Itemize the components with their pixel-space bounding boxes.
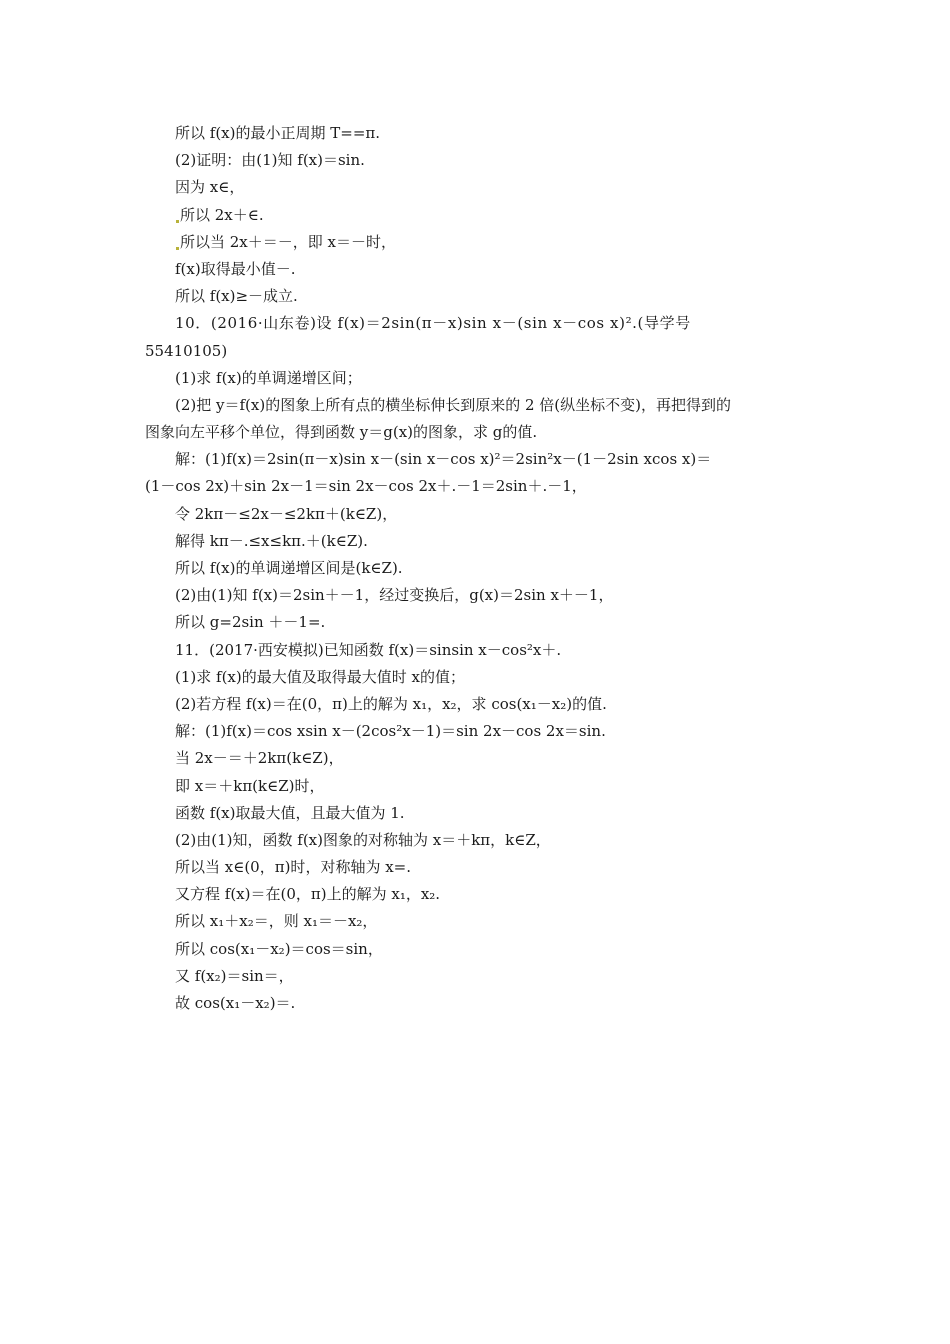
document-body (145, 120, 810, 1017)
text-line (145, 392, 810, 419)
margin-mark (176, 247, 179, 250)
line-text: 当 2x－＝＋2kπ(k∈Z)， (175, 749, 344, 768)
line-text: 所以当 x∈(0，π)时，对称轴为 x=. (175, 858, 412, 877)
line-text: 所以 2x＋∈. (180, 205, 264, 224)
text-line (145, 120, 810, 147)
text-line (145, 827, 810, 854)
text-line (145, 854, 810, 881)
line-text: (2)由(1)知，函数 f(x)图象的对称轴为 x＝＋kπ，k∈Z， (175, 830, 551, 849)
text-line (145, 691, 810, 718)
text-line (145, 365, 810, 392)
line-text: 所以 f(x)的最小正周期 T==π. (175, 124, 381, 142)
text-line (145, 528, 810, 555)
line-text: 所以 x₁＋x₂＝，则 x₁＝－x₂， (175, 912, 378, 931)
text-line (145, 637, 810, 664)
line-text: 所以 g=2sin ＋－1=. (175, 613, 326, 632)
line-text: 10．(2016·山东卷)设 f(x)＝2sin(π－x)sin x－(sin x－cos x)².(导学号 (175, 314, 691, 333)
line-text: 所以 f(x)的单调递增区间是(k∈Z). (175, 559, 403, 577)
text-line (145, 881, 810, 908)
text-line (145, 310, 810, 337)
text-line (145, 256, 810, 283)
line-text: 解：(1)f(x)＝2sin(π－x)sin x－(sin x－cos x)²＝2sin²x－(1－2sin xcos x)＝ (175, 450, 712, 469)
text-line (145, 582, 810, 609)
text-line (145, 174, 810, 201)
margin-mark (176, 220, 179, 223)
text-line (145, 745, 810, 772)
line-text: 所以 f(x)≥－成立. (175, 287, 298, 306)
line-text: (2)证明：由(1)知 f(x)＝sin. (175, 151, 365, 170)
line-text: (1－cos 2x)＋sin 2x－1＝sin 2x－cos 2x＋.－1＝2sin＋.－1， (145, 477, 587, 496)
line-text: (2)把 y＝f(x)的图象上所有点的横坐标伸长到原来的 2 倍(纵坐标不变)，再把得到的 (175, 395, 731, 414)
text-line (145, 908, 810, 935)
text-line (145, 338, 810, 365)
text-line (145, 609, 810, 636)
text-line (145, 283, 810, 310)
text-line (145, 147, 810, 174)
line-text: (1)求 f(x)的最大值及取得最大值时 x的值； (175, 667, 465, 686)
text-line (145, 202, 810, 229)
text-line (145, 229, 810, 256)
text-line (145, 773, 810, 800)
line-text: 图象向左平移个单位，得到函数 y＝g(x)的图象，求 g的值. (145, 423, 538, 442)
line-text: (2)由(1)知 f(x)＝2sin＋－1，经过变换后，g(x)＝2sin x＋－1， (175, 586, 614, 605)
line-text: (1)求 f(x)的单调递增区间； (175, 368, 362, 387)
line-text: 故 cos(x₁－x₂)＝. (175, 994, 296, 1012)
text-line (145, 963, 810, 990)
line-text: 解得 kπ－.≤x≤kπ.＋(k∈Z). (175, 531, 368, 550)
line-text: 即 x＝＋kπ(k∈Z)时， (175, 776, 325, 795)
line-text: 又 f(x₂)＝sin＝， (175, 966, 294, 985)
text-line (145, 990, 810, 1017)
line-text: 55410105) (145, 341, 228, 360)
text-line (145, 555, 810, 582)
line-text: 所以 cos(x₁－x₂)＝cos＝sin， (175, 939, 383, 958)
line-text: (2)若方程 f(x)＝在(0，π)上的解为 x₁，x₂，求 cos(x₁－x₂)的值. (175, 694, 607, 713)
line-text: 令 2kπ－≤2x－≤2kπ＋(k∈Z)， (175, 504, 398, 523)
text-line (145, 800, 810, 827)
line-text: 函数 f(x)取最大值，且最大值为 1. (175, 803, 405, 822)
text-line (145, 936, 810, 963)
text-line (145, 419, 810, 446)
line-text: 又方程 f(x)＝在(0，π)上的解为 x₁，x₂. (175, 885, 441, 904)
text-line (145, 718, 810, 745)
line-text: 解：(1)f(x)＝cos xsin x－(2cos²x－1)＝sin 2x－cos 2x＝sin. (175, 722, 606, 741)
text-line (145, 473, 810, 500)
line-text: f(x)取得最小值－. (175, 259, 296, 278)
line-text: 所以当 2x＋＝－，即 x＝－时， (180, 232, 396, 251)
line-text: 11．(2017·西安模拟)已知函数 f(x)＝sinsin x－cos²x＋. (175, 640, 562, 659)
text-line (145, 501, 810, 528)
text-line (145, 446, 810, 473)
text-line (145, 664, 810, 691)
line-text: 因为 x∈， (175, 178, 245, 197)
